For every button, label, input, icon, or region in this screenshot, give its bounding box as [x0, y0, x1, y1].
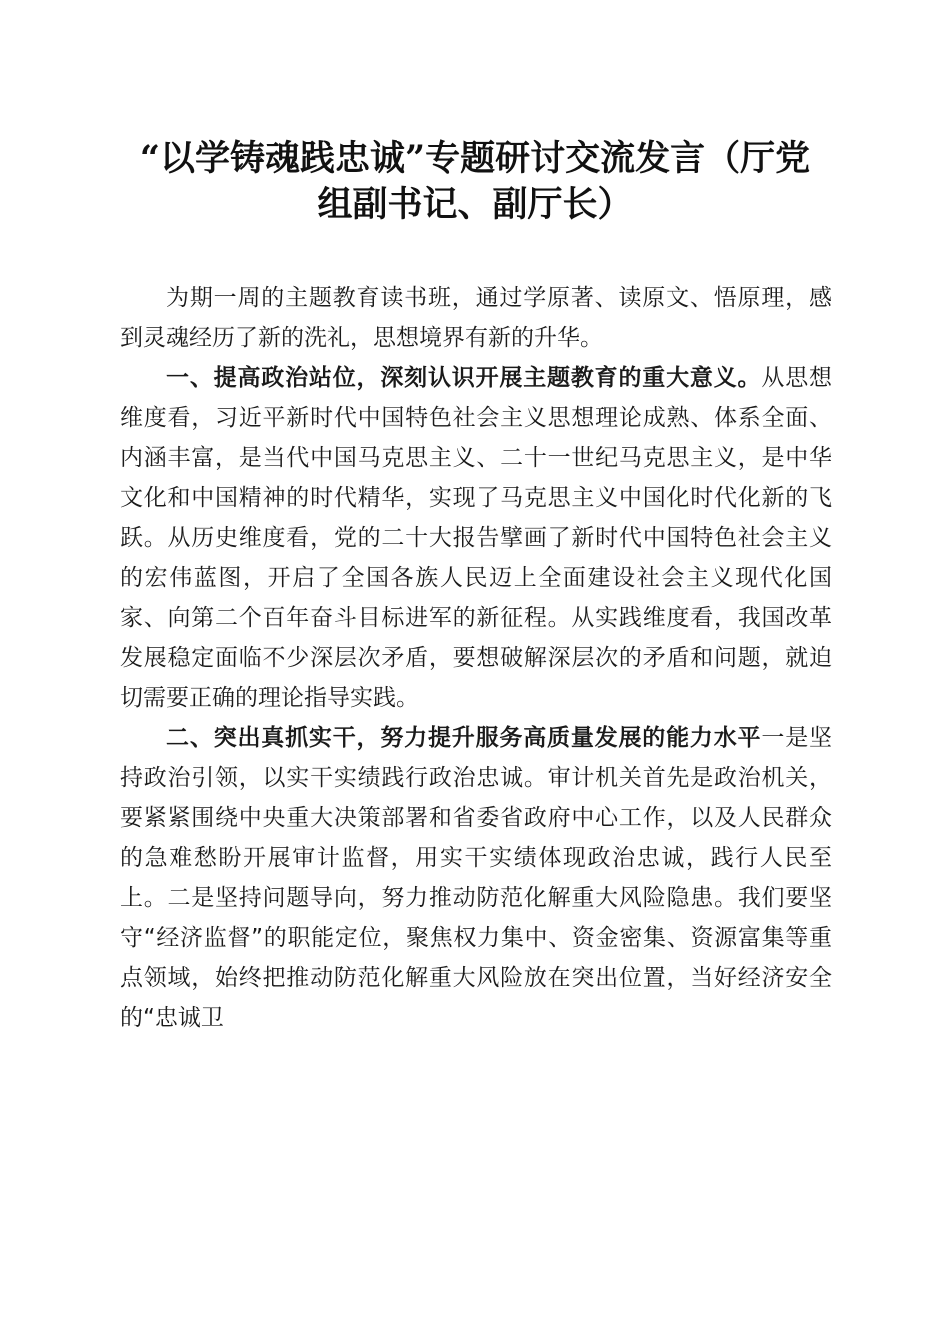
- title-line-2: 组副书记、副厅长）: [317, 184, 633, 225]
- section-heading: 二、突出真抓实干，努力提升服务高质量发展的能力水平: [166, 725, 762, 751]
- document-body: [120, 278, 832, 1038]
- paragraph-text: 为期一周的主题教育读书班，通过学原著、读原文、悟原理，感到灵魂经历了新的洗礼，思想境界有新的升华。: [120, 285, 832, 351]
- paragraph-intro: [120, 278, 832, 358]
- paragraph-section-2: [120, 718, 832, 1038]
- paragraph-text: 从思想维度看，习近平新时代中国特色社会主义思想理论成熟、体系全面、内涵丰富，是当代中国马克思主义、二十一世纪马克思主义，是中华文化和中国精神的时代精华，实现了马克思主义中国化时代化新的飞跃。从历史维度看，党的二十大报告擘画了新时代中国特色社会主义的宏伟蓝图，开启了全国各族人民迈上全面建设社会主义现代化国家、向第二个百年奋斗目标进军的新征程。从实践维度看，我国改革发展稳定面临不少深层次矛盾，要想破解深层次的矛盾和问题，就迫切需要正确的理论指导实践。: [120, 365, 833, 711]
- paragraph-text: 一是坚持政治引领，以实干实绩践行政治忠诚。审计机关首先是政治机关，要紧紧围绕中央重大决策部署和省委省政府中心工作，以及人民群众的急难愁盼开展审计监督，用实干实绩体现政治忠诚，践行人民至上。二是坚持问题导向，努力推动防范化解重大风险隐患。我们要坚守“经济监督”的职能定位，聚焦权力集中、资金密集、资源富集等重点领域，始终把推动防范化解重大风险放在突出位置，当好经济安全的“忠诚卫: [120, 725, 833, 1031]
- document-title: [100, 136, 850, 228]
- title-line-1: “以学铸魂践忠诚”专题研讨交流发言（厅党: [139, 138, 811, 179]
- paragraph-section-1: [120, 358, 832, 718]
- section-heading: 一、提高政治站位，深刻认识开展主题教育的重大意义。: [166, 365, 762, 391]
